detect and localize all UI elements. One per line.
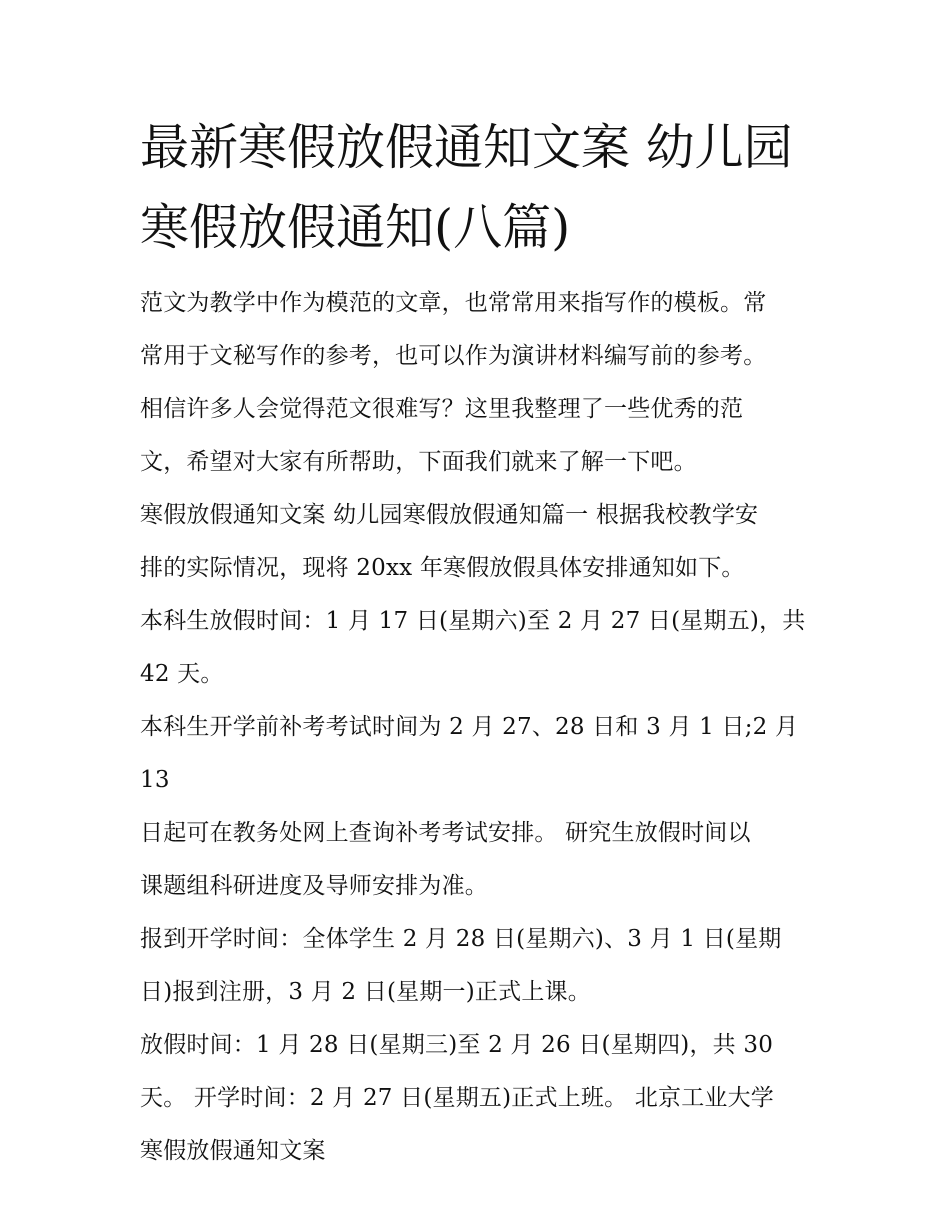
document-title: [140, 108, 820, 268]
body-line: 本科生开学前补考考试时间为 2 月 27、28 日和 3 月 1 日;2 月 13: [140, 714, 799, 793]
body-line: 排的实际情况，现将 20xx 年寒假放假具体安排通知如下。: [140, 555, 745, 581]
document-page: [140, 108, 820, 1178]
body-line: 42 天。: [140, 661, 224, 687]
body-line: 放假时间：1 月 28 日(星期三)至 2 月 26 日(星期四)，共 30: [140, 1032, 774, 1058]
body-line: 报到开学时间：全体学生 2 月 28 日(星期六)、3 月 1 日(星期: [140, 926, 782, 952]
title-line: 最新寒假放假通知文案 幼儿园: [140, 119, 793, 176]
body-line: 寒假放假通知文案 幼儿园寒假放假通知篇一 根据我校教学安: [140, 502, 759, 528]
title-line: 寒假放假通知(八篇): [140, 199, 571, 256]
body-line: 日起可在教务处网上查询补考考试安排。 研究生放假时间以: [140, 820, 751, 846]
body-line: 文，希望对大家有所帮助，下面我们就来了解一下吧。: [140, 449, 697, 475]
body-line: 天。 开学时间：2 月 27 日(星期五)正式上班。 北京工业大学: [140, 1085, 775, 1111]
body-line: 相信许多人会觉得范文很难写？这里我整理了一些优秀的范: [140, 396, 744, 422]
body-line: 常用于文秘写作的参考，也可以作为演讲材料编写前的参考。: [140, 343, 767, 369]
body-line: 范文为教学中作为模范的文章，也常常用来指写作的模板。常: [140, 290, 767, 316]
body-line: 课题组科研进度及导师安排为准。: [140, 873, 488, 899]
body-line: 寒假放假通知文案: [140, 1138, 326, 1164]
body-line: 本科生放假时间：1 月 17 日(星期六)至 2 月 27 日(星期五)，共: [140, 608, 806, 634]
document-body: [140, 277, 820, 1178]
body-line: 日)报到注册，3 月 2 日(星期一)正式上课。: [140, 979, 591, 1005]
